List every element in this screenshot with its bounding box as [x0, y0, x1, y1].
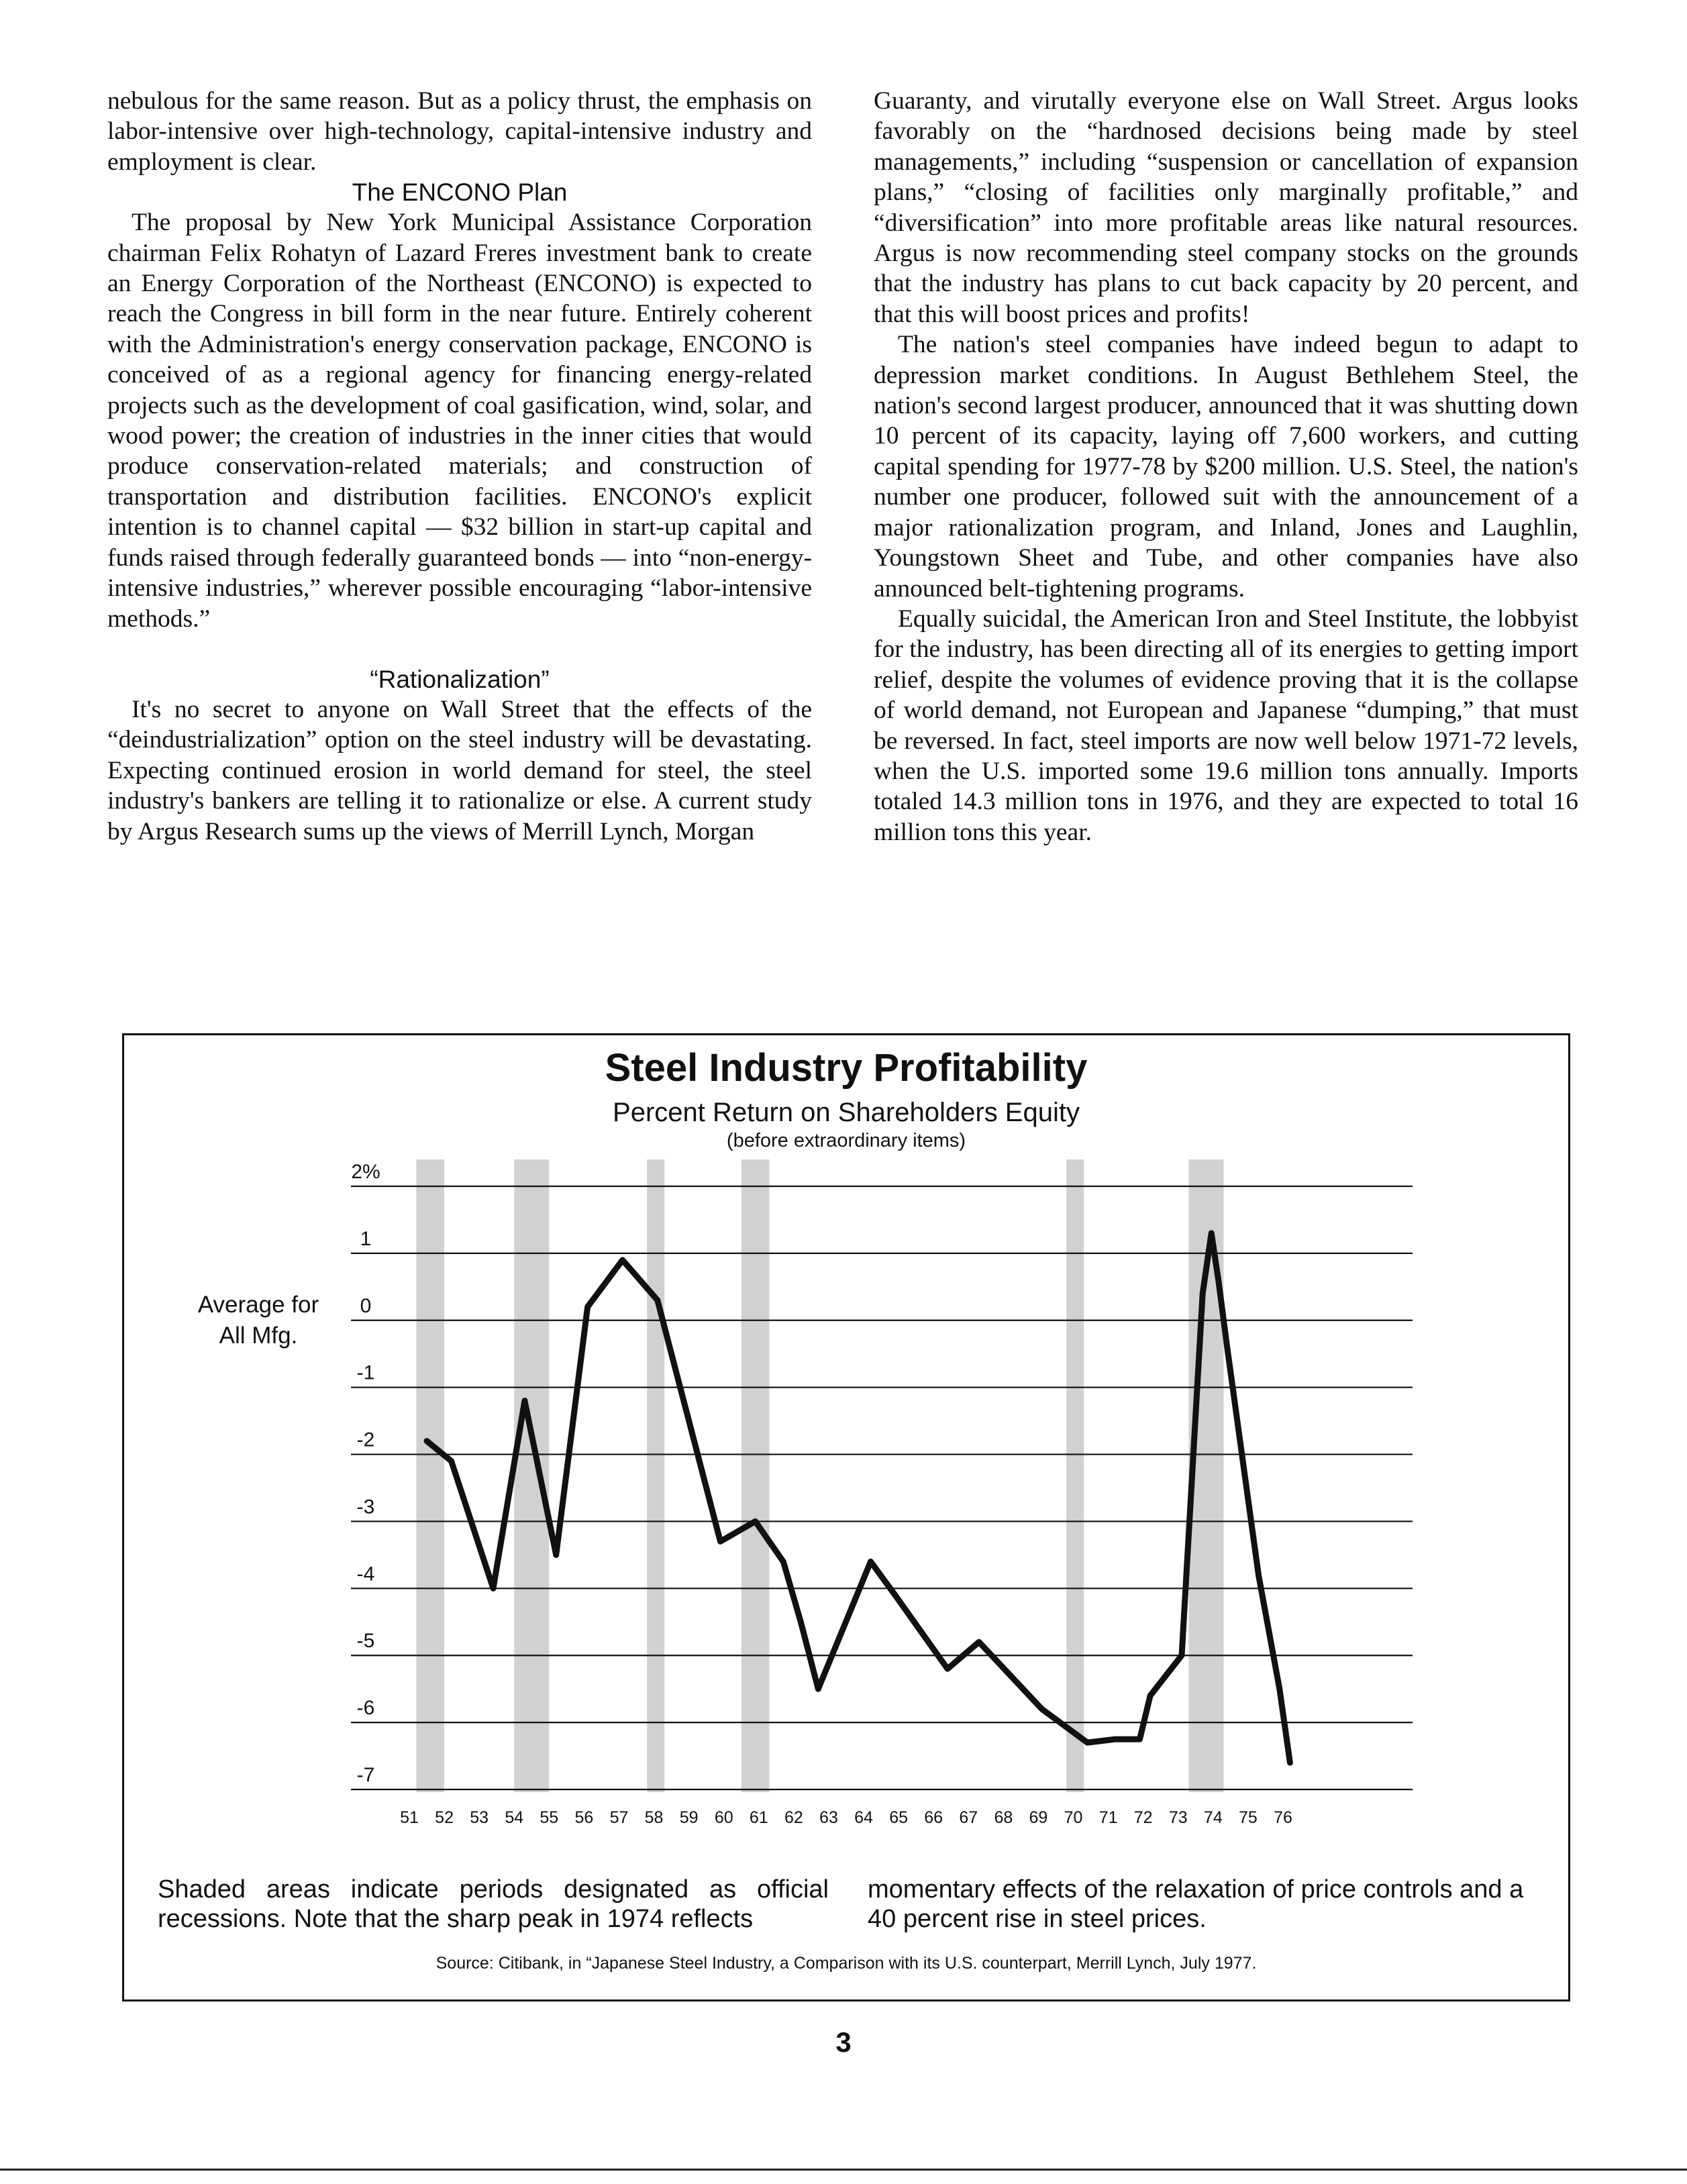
x-tick-label: 53 [470, 1808, 489, 1827]
x-tick-label: 69 [1029, 1808, 1048, 1827]
data-point [1257, 1573, 1261, 1577]
x-tick-label: 74 [1203, 1808, 1223, 1827]
y-tick-label: 2% [351, 1161, 380, 1183]
x-tick-label: 66 [924, 1808, 943, 1827]
data-point [1200, 1292, 1205, 1296]
paragraph: It's no secret to anyone on Wall Street that the effects of the “deindustrialization” option on the steel industry will be devastating. Expecting continued erosion in world demand for steel, the steel industry's bankers are telling it to rationalize or else. A current study by Argus Research sums up the views of Merrill Lynch, Morgan [107, 695, 812, 845]
data-point [1225, 1345, 1229, 1349]
data-point [754, 1519, 758, 1523]
recession-band [1066, 1159, 1084, 1792]
data-point [868, 1559, 872, 1563]
x-tick-label: 76 [1274, 1808, 1292, 1827]
data-point [523, 1399, 527, 1403]
x-tick-label: 63 [819, 1808, 838, 1827]
x-tick-label: 55 [540, 1808, 559, 1827]
y-tick-label: -2 [356, 1428, 375, 1451]
x-tick-label: 71 [1098, 1808, 1118, 1827]
x-tick-label: 59 [679, 1808, 699, 1827]
data-point [656, 1298, 660, 1302]
chart-note: (before extraordinary items) [726, 1130, 966, 1151]
x-tick-label: 64 [854, 1808, 873, 1827]
data-point [799, 1620, 803, 1624]
data-point [673, 1365, 677, 1369]
data-point [1085, 1740, 1089, 1745]
figure-caption-left: Shaded areas indicate periods designated as official recessions. Note that the sharp peak in 1974 reflects [158, 1875, 829, 1933]
x-tick-label: 58 [644, 1808, 664, 1827]
data-point [1040, 1707, 1044, 1711]
x-tick-label: 67 [959, 1808, 978, 1827]
data-point [621, 1258, 625, 1262]
bottom-rule [0, 2169, 1687, 2171]
paragraph: The proposal by New York Municipal Assistance Corporation chairman Felix Rohatyn of Lazard Freres investment bank to create an Energy Corporation of the Northeast (ENCONO) is expected to reach the Congress in bill form in the near future. Entirely coherent with the Administration's energy conservation package, ENCONO is conceived of as a regional agency for financing energy-related projects such as the development of coal gasification, wind, solar, and wood power; the creation of industries in the inner cities that would produce conservation-related materials; and construction of transportation and distribution facilities. ENCONO's explicit intention is to channel capital — $32 billion in start-up capital and funds raised through federally guaranteed bonds — into “non-energy-intensive industries,” wherever possible encouraging “labor-intensive methods.” [107, 209, 812, 633]
y-tick-label: -4 [356, 1563, 375, 1585]
data-point [816, 1687, 820, 1691]
data-point [1113, 1737, 1117, 1741]
y-tick-label: -7 [356, 1764, 375, 1786]
x-tick-label: 61 [749, 1808, 768, 1827]
x-tick-label: 54 [505, 1808, 524, 1827]
data-point [586, 1305, 590, 1309]
chart-subtitle: Percent Return on Shareholders Equity [613, 1098, 1080, 1127]
x-tick-label: 75 [1239, 1808, 1258, 1827]
recession-band [514, 1159, 549, 1792]
paragraph: Equally suicidal, the American Iron and Steel Institute, the lobbyist for the industry, has been directing all of its energies to getting import relief, despite the volumes of evidence proving that it is the collapse of world demand, not European and Japanese “dumping,” that must be reversed. In fact, steel imports are now well below 1971-72 levels, when the U.S. imported some 19.6 million tons annually. Imports totaled 14.3 million tons in 1976, and they are expected to total 16 million tons this year. [874, 605, 1578, 846]
series-line [427, 1233, 1290, 1763]
x-tick-label: 52 [435, 1808, 454, 1827]
right-column [874, 86, 1578, 847]
x-tick-label: 56 [574, 1808, 594, 1827]
data-point [449, 1459, 453, 1463]
x-tick-label: 60 [714, 1808, 733, 1827]
figure-source: Source: Citibank, in “Japanese Steel Industry, a Comparison with its U.S. counterpart, Merrill Lynch, July 1977. [436, 1954, 1257, 1973]
x-tick-label: 70 [1064, 1808, 1083, 1827]
x-tick-label: 51 [400, 1808, 419, 1827]
x-tick-label: 73 [1168, 1808, 1188, 1827]
data-point [1278, 1687, 1282, 1691]
paragraph: The nation's steel companies have indeed begun to adapt to depression market conditions. In August Bethlehem Steel, the nation's second largest producer, announced that it was shutting down 10 percent of its capacity, laying off 7,600 workers, and cutting capital spending for 1977-78 by $200 million. U.S. Steel, the nation's number one producer, followed suit with the announcement of a major rationalization program, and Inland, Jones and Laughlin, Youngstown Sheet and Tube, and other companies have also announced belt-tightening programs. [874, 331, 1578, 603]
section-heading: “Rationalization” [370, 665, 550, 693]
x-tick-label: 62 [784, 1808, 803, 1827]
paragraph: Guaranty, and virutally everyone else on Wall Street. Argus looks favorably on the “hardnosed decisions being made by steel managements,” including “suspension or cancellation of expansion plans,” “closing of facilities only marginally profitable,” and “diversification” into more profitable areas like natural resources. Argus is now recommending steel company stocks on the grounds that the industry has plans to cut back capacity by 20 percent, and that this will boost prices and profits! [874, 87, 1578, 328]
data-point [781, 1559, 785, 1563]
data-point [1217, 1278, 1221, 1282]
data-point [491, 1586, 495, 1590]
data-point [767, 1539, 771, 1543]
figure-caption-right: momentary effects of the relaxation of price controls and a 40 percent rise in steel prices. [868, 1875, 1524, 1933]
y-tick-label: -3 [356, 1496, 375, 1518]
data-point [1148, 1694, 1152, 1698]
y-tick-label: 1 [360, 1227, 372, 1250]
chart-plot [124, 1035, 1568, 1999]
data-point [1137, 1737, 1141, 1741]
x-tick-label: 65 [889, 1808, 909, 1827]
data-point [1009, 1673, 1013, 1677]
y-tick-label: -5 [356, 1630, 375, 1653]
section-heading: The ENCONO Plan [352, 178, 568, 207]
y-tick-label: 0 [360, 1294, 372, 1317]
paragraph: nebulous for the same reason. But as a policy thrust, the emphasis on labor-intensive over high-technology, capital-intensive industry and employment is clear. [107, 87, 812, 176]
data-point [945, 1667, 950, 1671]
reference-label: Average for All Mfg. [197, 1291, 319, 1349]
y-tick-label: -1 [356, 1361, 375, 1384]
x-tick-label: 57 [609, 1808, 629, 1827]
data-point [425, 1439, 429, 1443]
recession-band [647, 1159, 664, 1792]
chart-title: Steel Industry Profitability [605, 1046, 1088, 1090]
data-point [977, 1640, 981, 1644]
data-point [1288, 1761, 1292, 1765]
x-tick-label: 72 [1133, 1808, 1153, 1827]
data-point [1169, 1667, 1173, 1671]
data-point [1209, 1231, 1213, 1235]
data-point [893, 1593, 897, 1597]
x-tick-label: 68 [994, 1808, 1013, 1827]
recession-band [742, 1159, 770, 1792]
page-number: 3 [835, 2026, 852, 2058]
recession-band [416, 1159, 444, 1792]
y-tick-label: -6 [356, 1697, 375, 1720]
data-point [554, 1553, 558, 1557]
left-column [107, 86, 812, 847]
chart-figure [122, 1033, 1570, 2001]
data-point [719, 1539, 723, 1543]
data-point [1180, 1653, 1184, 1657]
